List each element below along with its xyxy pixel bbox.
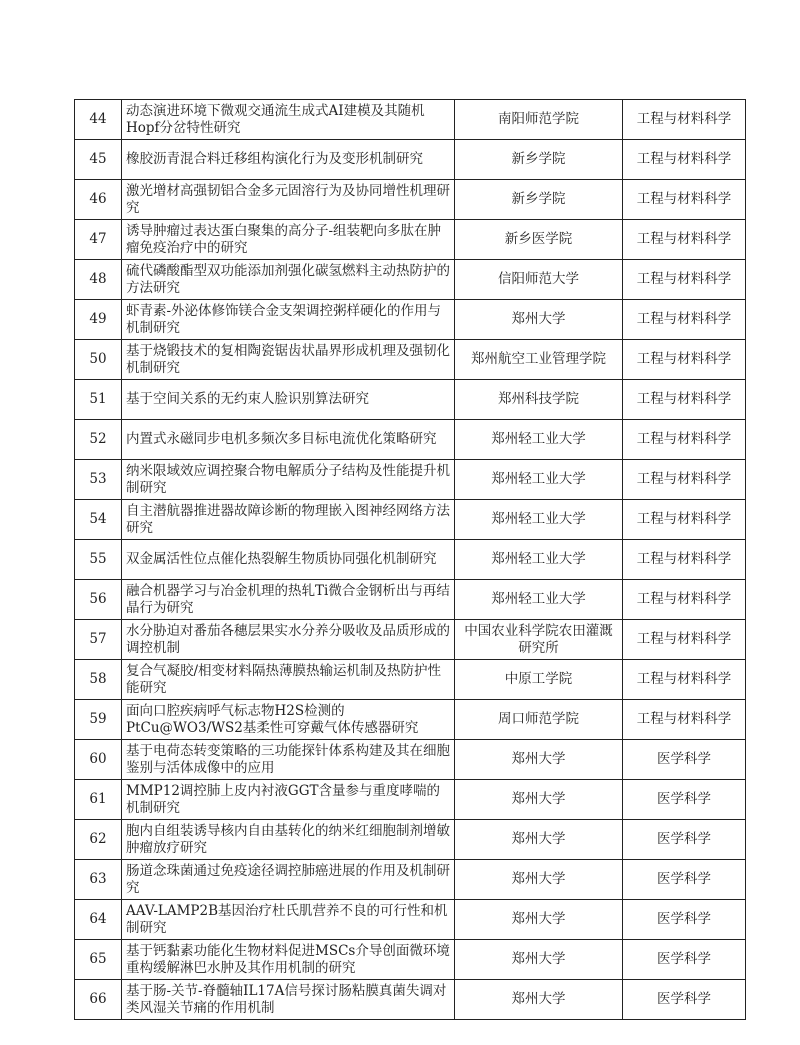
discipline: 医学科学	[623, 900, 746, 940]
project-title: 水分胁迫对番茄各穗层果实水分养分吸收及品质形成的调控机制	[122, 620, 455, 660]
row-number: 49	[75, 300, 122, 340]
table-row	[75, 700, 746, 740]
project-title: 硫代磷酸酯型双功能添加剂强化碳氢燃料主动热防护的方法研究	[122, 260, 455, 300]
discipline: 工程与材料科学	[623, 540, 746, 580]
institution: 郑州航空工业管理学院	[455, 340, 623, 380]
row-number: 46	[75, 180, 122, 220]
discipline: 工程与材料科学	[623, 580, 746, 620]
project-title: 内置式永磁同步电机多频次多目标电流优化策略研究	[122, 420, 455, 460]
table-row	[75, 780, 746, 820]
discipline: 工程与材料科学	[623, 460, 746, 500]
discipline: 医学科学	[623, 860, 746, 900]
table-row	[75, 300, 746, 340]
project-title: 基于钙黏素功能化生物材料促进MSCs介导创面微环境重构缓解淋巴水肿及其作用机制的研究	[122, 940, 455, 980]
row-number: 48	[75, 260, 122, 300]
discipline: 工程与材料科学	[623, 300, 746, 340]
institution: 郑州轻工业大学	[455, 460, 623, 500]
table-row	[75, 900, 746, 940]
table-row	[75, 100, 746, 140]
institution: 郑州大学	[455, 980, 623, 1020]
project-title: 纳米限域效应调控聚合物电解质分子结构及性能提升机制研究	[122, 460, 455, 500]
row-number: 58	[75, 660, 122, 700]
institution: 新乡学院	[455, 140, 623, 180]
table-row	[75, 420, 746, 460]
institution: 郑州大学	[455, 820, 623, 860]
discipline: 工程与材料科学	[623, 700, 746, 740]
project-title: MMP12调控肺上皮内衬液GGT含量参与重度哮喘的机制研究	[122, 780, 455, 820]
discipline: 医学科学	[623, 820, 746, 860]
discipline: 工程与材料科学	[623, 140, 746, 180]
discipline: 工程与材料科学	[623, 420, 746, 460]
institution: 郑州大学	[455, 940, 623, 980]
discipline: 工程与材料科学	[623, 100, 746, 140]
table-row	[75, 380, 746, 420]
table-row	[75, 140, 746, 180]
discipline: 医学科学	[623, 940, 746, 980]
row-number: 62	[75, 820, 122, 860]
institution: 周口师范学院	[455, 700, 623, 740]
table-row	[75, 580, 746, 620]
project-title: 面向口腔疾病呼气标志物H2S检测的PtCu@WO3/WS2基柔性可穿戴气体传感器研究	[122, 700, 455, 740]
row-number: 53	[75, 460, 122, 500]
table-row	[75, 660, 746, 700]
table-row	[75, 180, 746, 220]
row-number: 44	[75, 100, 122, 140]
project-title: 自主潜航器推进器故障诊断的物理嵌入图神经网络方法研究	[122, 500, 455, 540]
project-title: 虾青素-外泌体修饰镁合金支架调控粥样硬化的作用与机制研究	[122, 300, 455, 340]
table-row	[75, 980, 746, 1020]
project-title: 复合气凝胶/相变材料隔热薄膜热输运机制及热防护性能研究	[122, 660, 455, 700]
institution: 南阳师范学院	[455, 100, 623, 140]
project-title: 双金属活性位点催化热裂解生物质协同强化机制研究	[122, 540, 455, 580]
row-number: 66	[75, 980, 122, 1020]
institution: 郑州大学	[455, 860, 623, 900]
table-row	[75, 500, 746, 540]
project-title: AAV-LAMP2B基因治疗杜氏肌营养不良的可行性和机制研究	[122, 900, 455, 940]
row-number: 50	[75, 340, 122, 380]
project-title: 基于电荷态转变策略的三功能探针体系构建及其在细胞鉴别与活体成像中的应用	[122, 740, 455, 780]
discipline: 医学科学	[623, 740, 746, 780]
discipline: 医学科学	[623, 980, 746, 1020]
institution: 新乡学院	[455, 180, 623, 220]
discipline: 医学科学	[623, 780, 746, 820]
row-number: 57	[75, 620, 122, 660]
project-title: 基于空间关系的无约束人脸识别算法研究	[122, 380, 455, 420]
discipline: 工程与材料科学	[623, 340, 746, 380]
institution: 信阳师范大学	[455, 260, 623, 300]
institution: 郑州轻工业大学	[455, 540, 623, 580]
table-row	[75, 940, 746, 980]
project-title: 基于烧锻技术的复相陶瓷锯齿状晶界形成机理及强韧化机制研究	[122, 340, 455, 380]
row-number: 60	[75, 740, 122, 780]
table-row	[75, 220, 746, 260]
institution: 郑州大学	[455, 300, 623, 340]
row-number: 45	[75, 140, 122, 180]
institution: 郑州轻工业大学	[455, 500, 623, 540]
project-list-table	[74, 99, 746, 1020]
table-row	[75, 620, 746, 660]
discipline: 工程与材料科学	[623, 500, 746, 540]
discipline: 工程与材料科学	[623, 660, 746, 700]
row-number: 59	[75, 700, 122, 740]
institution: 郑州轻工业大学	[455, 420, 623, 460]
institution: 郑州大学	[455, 740, 623, 780]
institution: 郑州大学	[455, 780, 623, 820]
table-row	[75, 460, 746, 500]
project-title: 动态演进环境下微观交通流生成式AI建模及其随机Hopf分岔特性研究	[122, 100, 455, 140]
discipline: 工程与材料科学	[623, 620, 746, 660]
project-title: 橡胶沥青混合料迁移组构演化行为及变形机制研究	[122, 140, 455, 180]
institution: 中国农业科学院农田灌溉研究所	[455, 620, 623, 660]
table-row	[75, 820, 746, 860]
row-number: 55	[75, 540, 122, 580]
discipline: 工程与材料科学	[623, 220, 746, 260]
row-number: 54	[75, 500, 122, 540]
institution: 郑州大学	[455, 900, 623, 940]
discipline: 工程与材料科学	[623, 380, 746, 420]
row-number: 61	[75, 780, 122, 820]
table-row	[75, 260, 746, 300]
table-row	[75, 740, 746, 780]
project-title: 胞内自组装诱导核内自由基转化的纳米红细胞制剂增敏肿瘤放疗研究	[122, 820, 455, 860]
institution: 郑州科技学院	[455, 380, 623, 420]
row-number: 51	[75, 380, 122, 420]
institution: 郑州轻工业大学	[455, 580, 623, 620]
row-number: 52	[75, 420, 122, 460]
project-title: 基于肠-关节-脊髓轴IL17A信号探讨肠粘膜真菌失调对类风湿关节痛的作用机制	[122, 980, 455, 1020]
row-number: 65	[75, 940, 122, 980]
discipline: 工程与材料科学	[623, 260, 746, 300]
project-title: 肠道念珠菌通过免疫途径调控肺癌进展的作用及机制研究	[122, 860, 455, 900]
table-row	[75, 340, 746, 380]
row-number: 63	[75, 860, 122, 900]
institution: 中原工学院	[455, 660, 623, 700]
institution: 新乡医学院	[455, 220, 623, 260]
row-number: 47	[75, 220, 122, 260]
table-row	[75, 540, 746, 580]
row-number: 64	[75, 900, 122, 940]
discipline: 工程与材料科学	[623, 180, 746, 220]
row-number: 56	[75, 580, 122, 620]
project-title: 融合机器学习与冶金机理的热轧Ti微合金钢析出与再结晶行为研究	[122, 580, 455, 620]
table-row	[75, 860, 746, 900]
project-title: 诱导肿瘤过表达蛋白聚集的高分子-组装靶向多肽在肿瘤免疫治疗中的研究	[122, 220, 455, 260]
project-title: 激光增材高强韧铝合金多元固溶行为及协同增性机理研究	[122, 180, 455, 220]
table-body	[75, 100, 746, 1020]
